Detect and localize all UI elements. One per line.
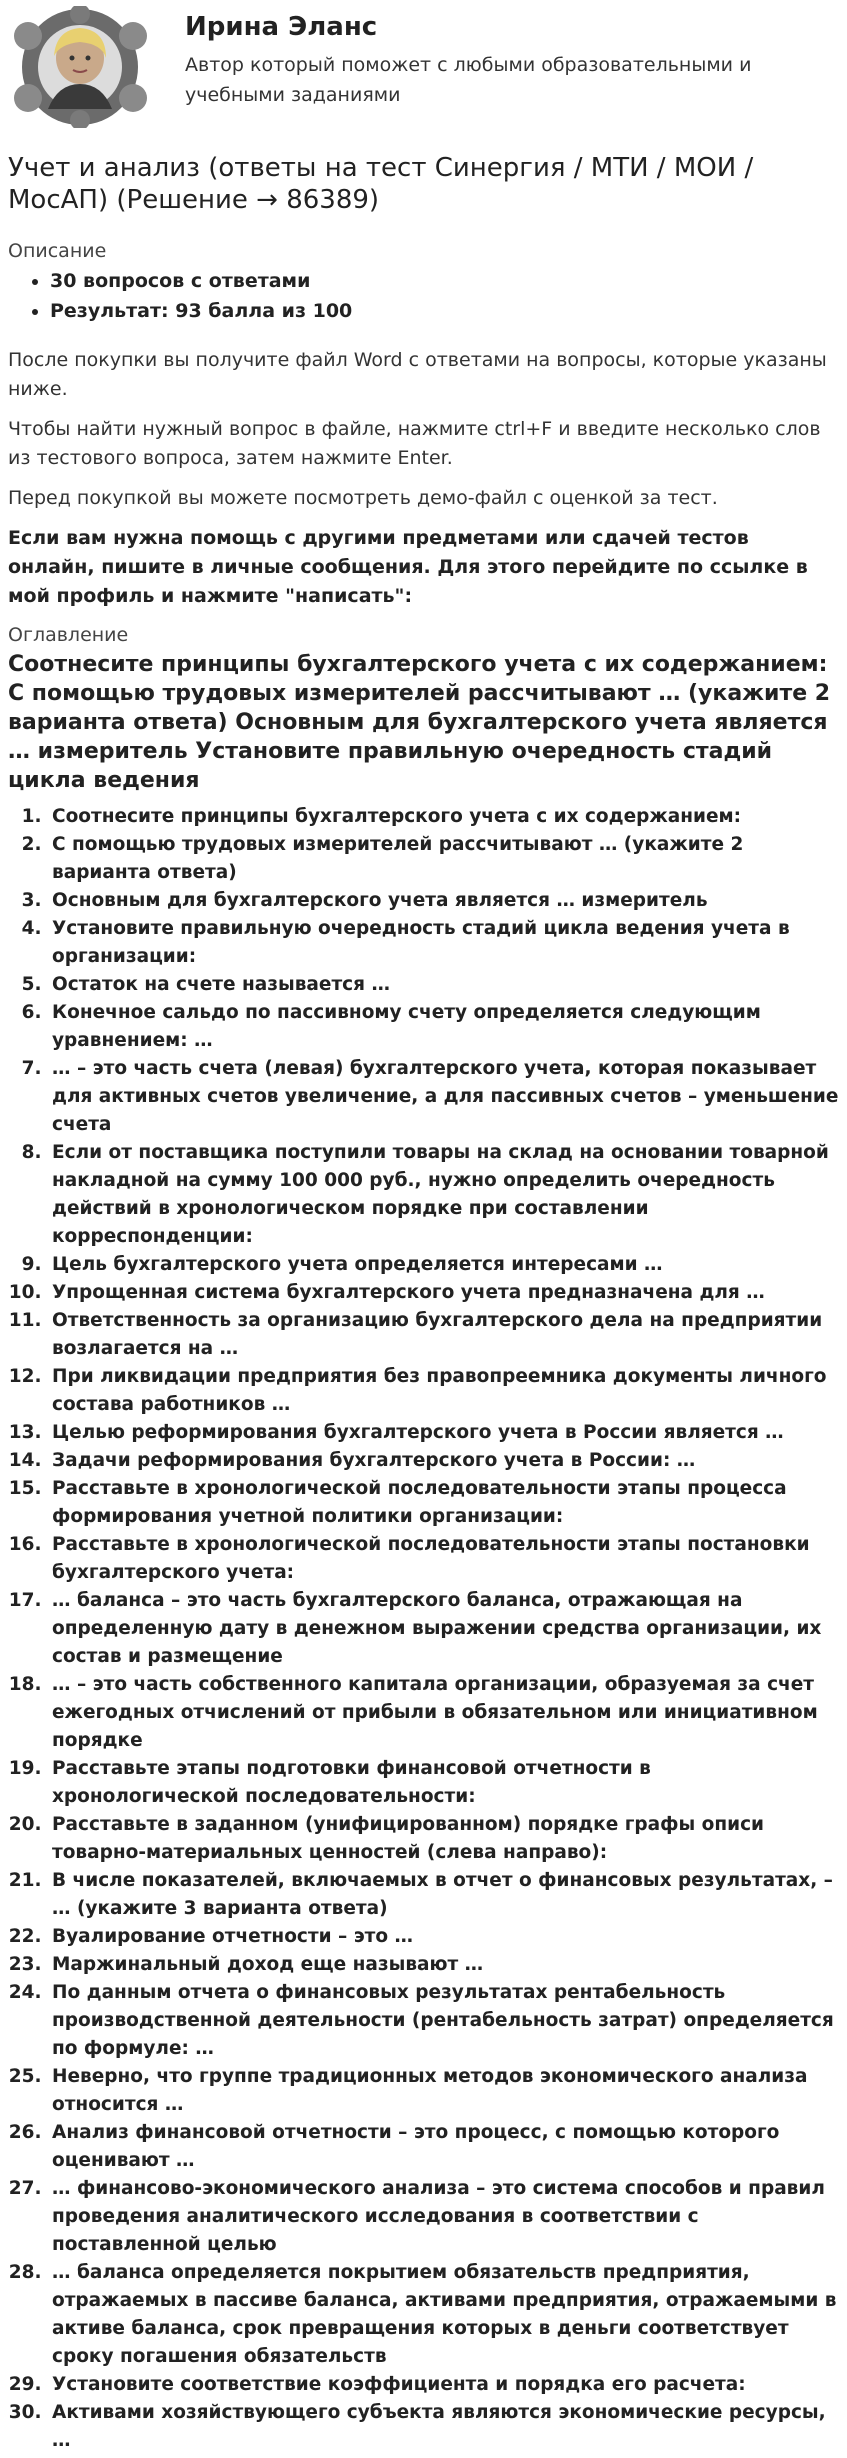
toc-item: 5. Остаток на счете называется … [48,971,839,999]
description-paragraph: Чтобы найти нужный вопрос в файле, нажмите ctrl+F и введите несколько слов из тестового вопроса, затем нажмите Enter. [8,418,821,469]
description-label: Описание [8,240,107,262]
toc-item: 8. Если от поставщика поступили товары на склад на основании товарной накладной на сумму 100 000 руб., нужно определить очередность действий в хронологическом порядке при составлении корреспонденции: [48,1139,839,1251]
avatar-image [8,6,153,128]
description-item: • 30 вопросов с ответами [50,266,839,296]
description-paragraph: После покупки вы получите файл Word с ответами на вопросы, которые указаны ниже. [8,349,827,400]
toc-item: 2. С помощью трудовых измерителей рассчитывают … (укажите 2 варианта ответа) [48,831,839,887]
toc-item: 30. Активами хозяйствующего субъекта являются экономические ресурсы, … [48,2399,839,2455]
toc-item: 17. … баланса – это часть бухгалтерского баланса, отражающая на определенную дату в денежном выражении средства организации, их состав и размещение [48,1587,839,1671]
author-card [8,6,839,136]
toc-item: 3. Основным для бухгалтерского учета является … измеритель [48,887,839,915]
toc-item: 12. При ликвидации предприятия без правопреемника документы личного состава работников … [48,1363,839,1419]
page-title: Учет и анализ (ответы на тест Синергия / МТИ / МОИ / МосАП) (Решение → 86389) [8,153,754,215]
description-paragraph: Перед покупкой вы можете посмотреть демо-файл с оценкой за тест. [8,487,718,509]
toc-item: 25. Неверно, что группе традиционных методов экономического анализа относится … [48,2063,839,2119]
toc-item: 21. В числе показателей, включаемых в отчет о финансовых результатах, – … (укажите 3 варианта ответа) [48,1867,839,1923]
author-description: Автор который поможет с любыми образовательными и учебными заданиями [185,54,752,106]
toc-item: 27. … финансово-экономического анализа – это система способов и правил проведения аналитического исследования в соответствии с поставленной целью [48,2175,839,2259]
toc-item: 9. Цель бухгалтерского учета определяется интересами … [48,1251,839,1279]
author-info [185,6,805,110]
toc-item: 15. Расставьте в хронологической последовательности этапы процесса формирования учетной политики организации: [48,1475,839,1531]
toc-item: 23. Маржинальный доход еще называют … [48,1951,839,1979]
avatar[interactable] [8,6,153,128]
toc-item: 29. Установите соответствие коэффициента и порядка его расчета: [48,2371,839,2399]
toc-item: 6. Конечное сальдо по пассивному счету определяется следующим уравнением: … [48,999,839,1055]
toc-item: 13. Целью реформирования бухгалтерского учета в России является … [48,1419,839,1447]
description-list [8,266,839,326]
toc-item: 10. Упрощенная система бухгалтерского учета предназначена для … [48,1279,839,1307]
toc-item: 18. … – это часть собственного капитала организации, образуемая за счет ежегодных отчислений от прибыли в обязательном или инициативном порядке [48,1671,839,1755]
author-name[interactable]: Ирина Эланс [185,12,378,42]
description-item: • Результат: 93 балла из 100 [50,296,839,326]
toc-item: 26. Анализ финансовой отчетности – это процесс, с помощью которого оценивают … [48,2119,839,2175]
toc-item: 11. Ответственность за организацию бухгалтерского дела на предприятии возлагается на … [48,1307,839,1363]
toc-item: 16. Расставьте в хронологической последовательности этапы постановки бухгалтерского учета: [48,1531,839,1587]
toc-item: 14. Задачи реформирования бухгалтерского учета в России: … [48,1447,839,1475]
toc-item: 4. Установите правильную очередность стадий цикла ведения учета в организации: [48,915,839,971]
toc-item: 28. … баланса определяется покрытием обязательств предприятия, отражаемых в пассиве баланса, активами предприятия, отражаемыми в активе баланса, срок превращения которых в деньги соответствует сроку погашения обязательств [48,2259,839,2371]
help-text: Если вам нужна помощь с другими предметами или сдачей тестов онлайн, пишите в личные сообщения. Для этого перейдите по ссылке в мой профиль и нажмите "написать": [8,527,808,607]
toc-item: 24. По данным отчета о финансовых результатах рентабельность производственной деятельности (рентабельность затрат) определяется по формуле: … [48,1979,839,2063]
toc-label: Оглавление [8,624,129,646]
toc-item: 19. Расставьте этапы подготовки финансовой отчетности в хронологической последовательности: [48,1755,839,1811]
toc-item: 22. Вуалирование отчетности – это … [48,1923,839,1951]
toc-list [8,803,839,2455]
toc-item: 20. Расставьте в заданном (унифицированном) порядке графы описи товарно-материальных ценностей (слева направо): [48,1811,839,1867]
toc-heading: Соотнесите принципы бухгалтерского учета с их содержанием: С помощью трудовых измерителей рассчитывают … (укажите 2 варианта ответа) Основным для бухгалтерского учета является … измеритель Установите правильную очередность стадий цикла ведения [8,652,831,793]
toc-item: 7. … – это часть счета (левая) бухгалтерского учета, которая показывает для активных счетов увеличение, а для пассивных счетов – уменьшение счета [48,1055,839,1139]
toc-item: 1. Соотнесите принципы бухгалтерского учета с их содержанием: [48,803,839,831]
